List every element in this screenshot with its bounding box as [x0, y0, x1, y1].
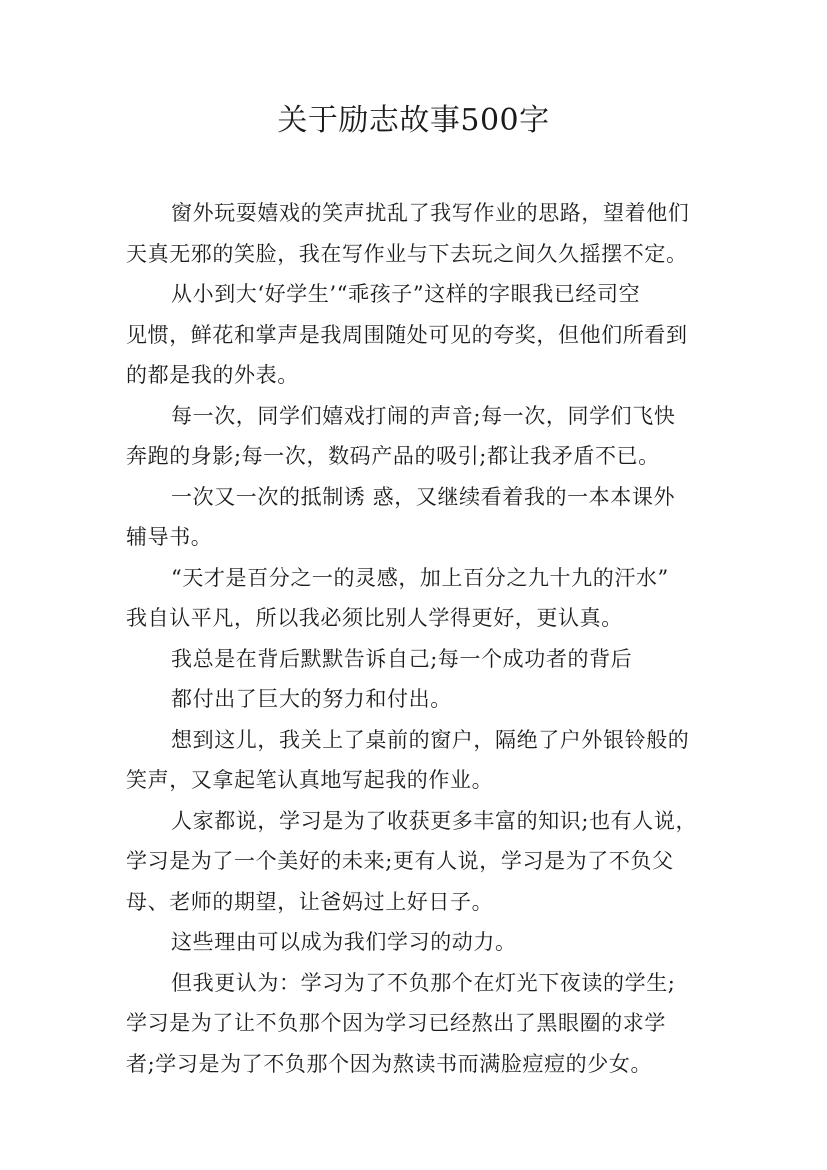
text-line: 辅导书。 [126, 525, 213, 549]
text-line: 的都是我的外表。 [126, 363, 299, 387]
text-line: 笑声，又拿起笔认真地写起我的作业。 [126, 768, 494, 792]
text-line: 但我更认为：学习为了不负那个在灯光下夜读的学生; [171, 970, 676, 995]
text-line: 学习是为了让不负那个因为学习已经熬出了黑眼圈的求学 [126, 1011, 666, 1035]
text-line: 都付出了巨大的努力和付出。 [171, 687, 452, 711]
text-line: 我总是在背后默默告诉自己;每一个成功者的背后 [171, 646, 633, 671]
text-line: 每一次，同学们嬉戏打闹的声音;每一次，同学们飞快 [171, 403, 676, 428]
document-body [126, 193, 716, 1084]
text-line: 者;学习是为了不负那个因为熬读书而满脸痘痘的少女。 [126, 1051, 653, 1076]
text-line: 见惯，鲜花和掌声是我周围随处可见的夸奖，但他们所看到 [126, 322, 688, 347]
text-line: 窗外玩耍嬉戏的笑声扰乱了我写作业的思路，望着他们 [171, 201, 690, 225]
text-line: 我自认平凡，所以我必须比别人学得更好，更认真。 [126, 606, 623, 630]
text-line: 奔跑的身影;每一次，数码产品的吸引;都让我矛盾不已。 [126, 444, 660, 468]
text-line: 天真无邪的笑脸，我在写作业与下去玩之间久久摇摆不定。 [126, 241, 688, 266]
text-line: 一次又一次的抵制诱 惑，又继续看着我的一本本课外 [171, 484, 676, 509]
text-line: 学习是为了一个美好的未来;更有人说，学习是为了不负父 [126, 849, 674, 873]
text-line: “天才是百分之一的灵感，加上百分之九十九的汗水” [171, 565, 669, 590]
text-line: 这些理由可以成为我们学习的动力。 [171, 930, 517, 954]
text-line: 人家都说，学习是为了收获更多丰富的知识;也有人说， [171, 808, 698, 833]
text-line: 想到这儿，我关上了桌前的窗户，隔绝了户外银铃般的 [171, 727, 690, 752]
text-line: 母、老师的期望，让爸妈过上好日子。 [126, 889, 494, 914]
text-line: 从小到大‘好学生’“乖孩子”这样的字眼我已经司空 [171, 282, 641, 306]
document-title: 关于励志故事500字 [277, 103, 550, 138]
